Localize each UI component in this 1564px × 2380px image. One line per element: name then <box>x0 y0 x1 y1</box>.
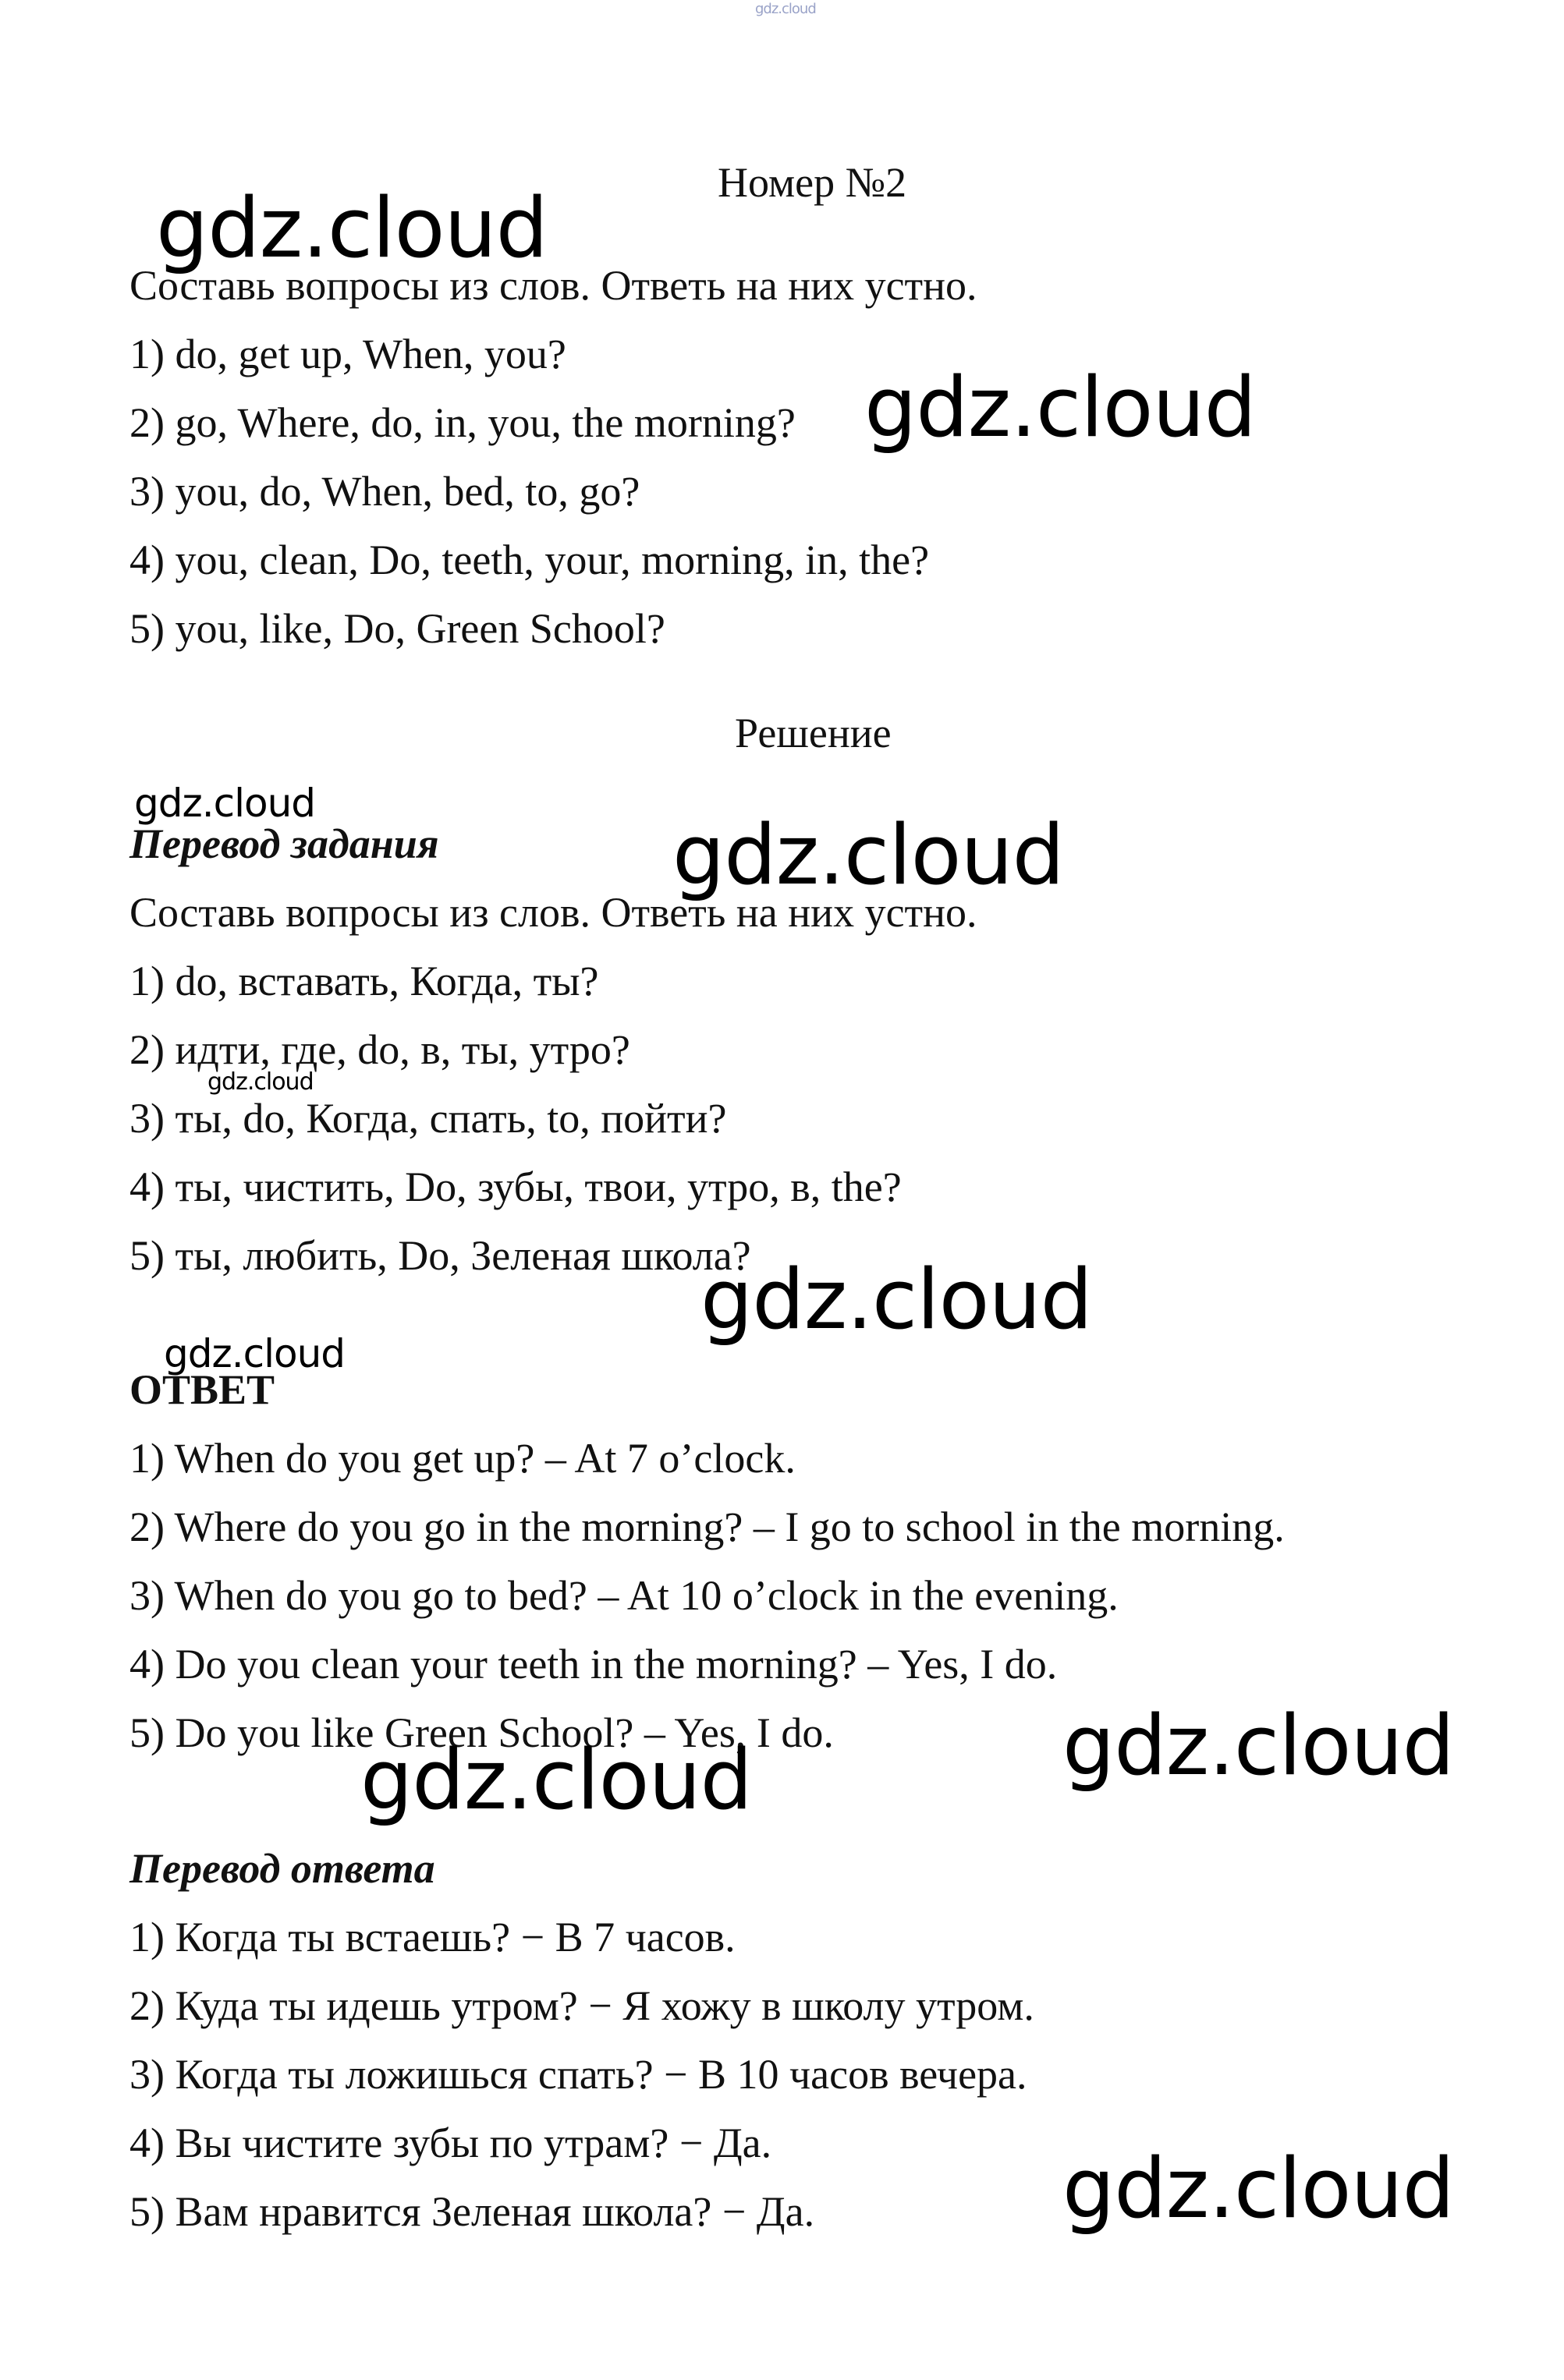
answer-translation-item: 4) Вы чистите зубы по утрам? − Да. <box>129 2120 772 2166</box>
task-item: 3) you, do, When, bed, to, go? <box>129 468 640 515</box>
translation-item: 3) ты, do, Когда, спать, to, пойти? <box>129 1095 727 1142</box>
page-title: Номер №2 <box>718 159 907 206</box>
watermark: gdz.cloud <box>864 359 1256 455</box>
watermark: gdz.cloud <box>1062 2141 1454 2237</box>
translation-item: 4) ты, чистить, Do, зубы, твои, утро, в, the? <box>129 1163 902 1210</box>
answer-item: 2) Where do you go in the morning? – I go to school in the morning. <box>129 1503 1285 1550</box>
watermark: gdz.cloud <box>134 781 316 826</box>
task-item: 5) you, like, Do, Green School? <box>129 605 665 652</box>
answer-translation-item: 1) Когда ты встаешь? − В 7 часов. <box>129 1914 736 1960</box>
translation-item: 5) ты, любить, Do, Зеленая школа? <box>129 1232 751 1279</box>
answer-item: 3) When do you go to bed? – At 10 o’clock in the evening. <box>129 1572 1119 1619</box>
watermark: gdz.cloud <box>1062 1698 1454 1794</box>
translation-heading: Перевод задания <box>129 820 439 867</box>
translation-instruction: Составь вопросы из слов. Ответь на них устно. <box>129 889 977 936</box>
translation-item: 1) do, вставать, Когда, ты? <box>129 958 599 1004</box>
translation-item: 2) идти, где, do, в, ты, утро? <box>129 1026 630 1073</box>
answer-translation-item: 5) Вам нравится Зеленая школа? − Да. <box>129 2188 815 2235</box>
answer-translation-heading: Перевод ответа <box>129 1845 435 1892</box>
answer-translation-item: 3) Когда ты ложишься спать? − В 10 часов вечера. <box>129 2051 1027 2098</box>
watermark: gdz.cloud <box>672 807 1064 903</box>
watermark: gdz.cloud <box>164 1331 346 1376</box>
watermark: gdz.cloud <box>700 1252 1092 1348</box>
watermark: gdz.cloud <box>360 1732 752 1828</box>
watermark: gdz.cloud <box>207 1068 314 1096</box>
answer-item: 5) Do you like Green School? – Yes, I do. <box>129 1709 834 1756</box>
answer-translation-item: 2) Куда ты идешь утром? − Я хожу в школу утром. <box>129 1982 1034 2029</box>
task-instruction: Составь вопросы из слов. Ответь на них устно. <box>129 262 977 309</box>
answer-heading: ОТВЕТ <box>129 1366 275 1413</box>
task-item: 1) do, get up, When, you? <box>129 331 566 377</box>
solution-heading: Решение <box>735 710 892 756</box>
task-item: 2) go, Where, do, in, you, the morning? <box>129 399 796 446</box>
watermark: gdz.cloud <box>156 180 548 276</box>
answer-item: 1) When do you get up? – At 7 o’clock. <box>129 1435 796 1482</box>
task-item: 4) you, clean, Do, teeth, your, morning, in, the? <box>129 537 930 583</box>
answer-item: 4) Do you clean your teeth in the morning? – Yes, I do. <box>129 1641 1058 1688</box>
watermark-top: gdz.cloud <box>755 1 816 17</box>
